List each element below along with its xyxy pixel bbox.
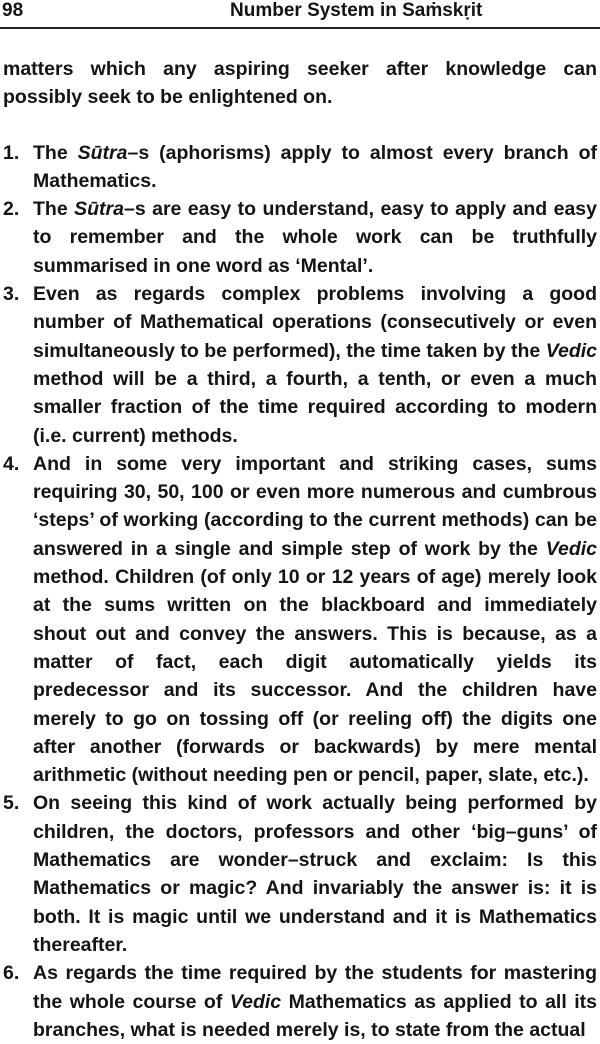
item-text: Even as regards complex problems involving a good number of Mathematical operations (consecutively or even simultaneously to be performed), the time taken by the: [33, 283, 597, 362]
item-emphasis: Vedic: [229, 990, 282, 1013]
item-text: Mathematics as applied to all its branches, what is needed merely is, to state from the actual: [33, 990, 598, 1041]
intro-paragraph: matters which any aspiring seeker after knowledge can possibly seek to be enlightened on.: [3, 58, 597, 109]
item-text: method will be a third, a fourth, a tenth, or even a much smaller fraction of the time required according to modern (i.e. current) methods.: [33, 367, 597, 447]
item-emphasis: Vedic: [545, 339, 597, 362]
list-number: 6.: [3, 962, 20, 985]
page-header: [0, 0, 600, 27]
list-number: 3.: [3, 283, 20, 306]
item-text: –s (aphorisms) apply to almost every branch of Mathematics.: [33, 141, 597, 192]
item-text: The: [33, 198, 75, 221]
running-title: Number System in Saṁskṛit: [230, 0, 483, 21]
list-item: [3, 139, 597, 196]
item-text: As regards the time required by the students for mastering the whole course of: [33, 962, 597, 1013]
item-text: And in some very important and striking cases, sums requiring 30, 50, 100 or even more numerous and cumbrous ‘steps’ of working (according to the current methods) can be answered in a single and simple step of work by the: [33, 452, 597, 560]
list-number: 5.: [3, 792, 20, 815]
item-text: The: [33, 141, 78, 164]
item-emphasis: Sūtra: [74, 198, 124, 221]
item-emphasis: Vedic: [545, 537, 597, 560]
body-text: [3, 55, 597, 1044]
list-number: 1.: [3, 141, 20, 164]
list-number: 2.: [3, 198, 20, 221]
list-item: [3, 450, 597, 790]
header-rule: [0, 27, 600, 29]
item-emphasis: Sūtra: [77, 141, 128, 164]
list-item: [3, 789, 597, 959]
numbered-list: [3, 139, 597, 1044]
page-number: 98: [2, 0, 24, 21]
list-item: [3, 195, 597, 280]
item-text: –s are easy to understand, easy to apply and easy to remember and the whole work can be truthfully summarised in one word as ‘Mental’.: [33, 198, 597, 277]
item-text: method. Children (of only 10 or 12 years of age) merely look at the sums written on the blackboard and immediately shout out and convey the answers. This is because, as a matter of fact, each digit automatically yields its predecessor and its successor. And the children have merely to go on tossing off (or reeling off) the digits one after another (forwards or backwards) by mere mental arithmetic (without needing pen or pencil, paper, slate, etc.).: [33, 566, 597, 787]
item-text: On seeing this kind of work actually being performed by children, the doctors, professors and other ‘big–guns’ of Mathematics are wonder–struck and exclaim: Is this Mathematics or magic? And invariably the answer is: it is both. It is magic until we understand and it is Mathematics thereafter.: [33, 792, 597, 956]
list-item: [3, 959, 597, 1044]
list-number: 4.: [3, 452, 20, 475]
list-item: [3, 280, 597, 450]
